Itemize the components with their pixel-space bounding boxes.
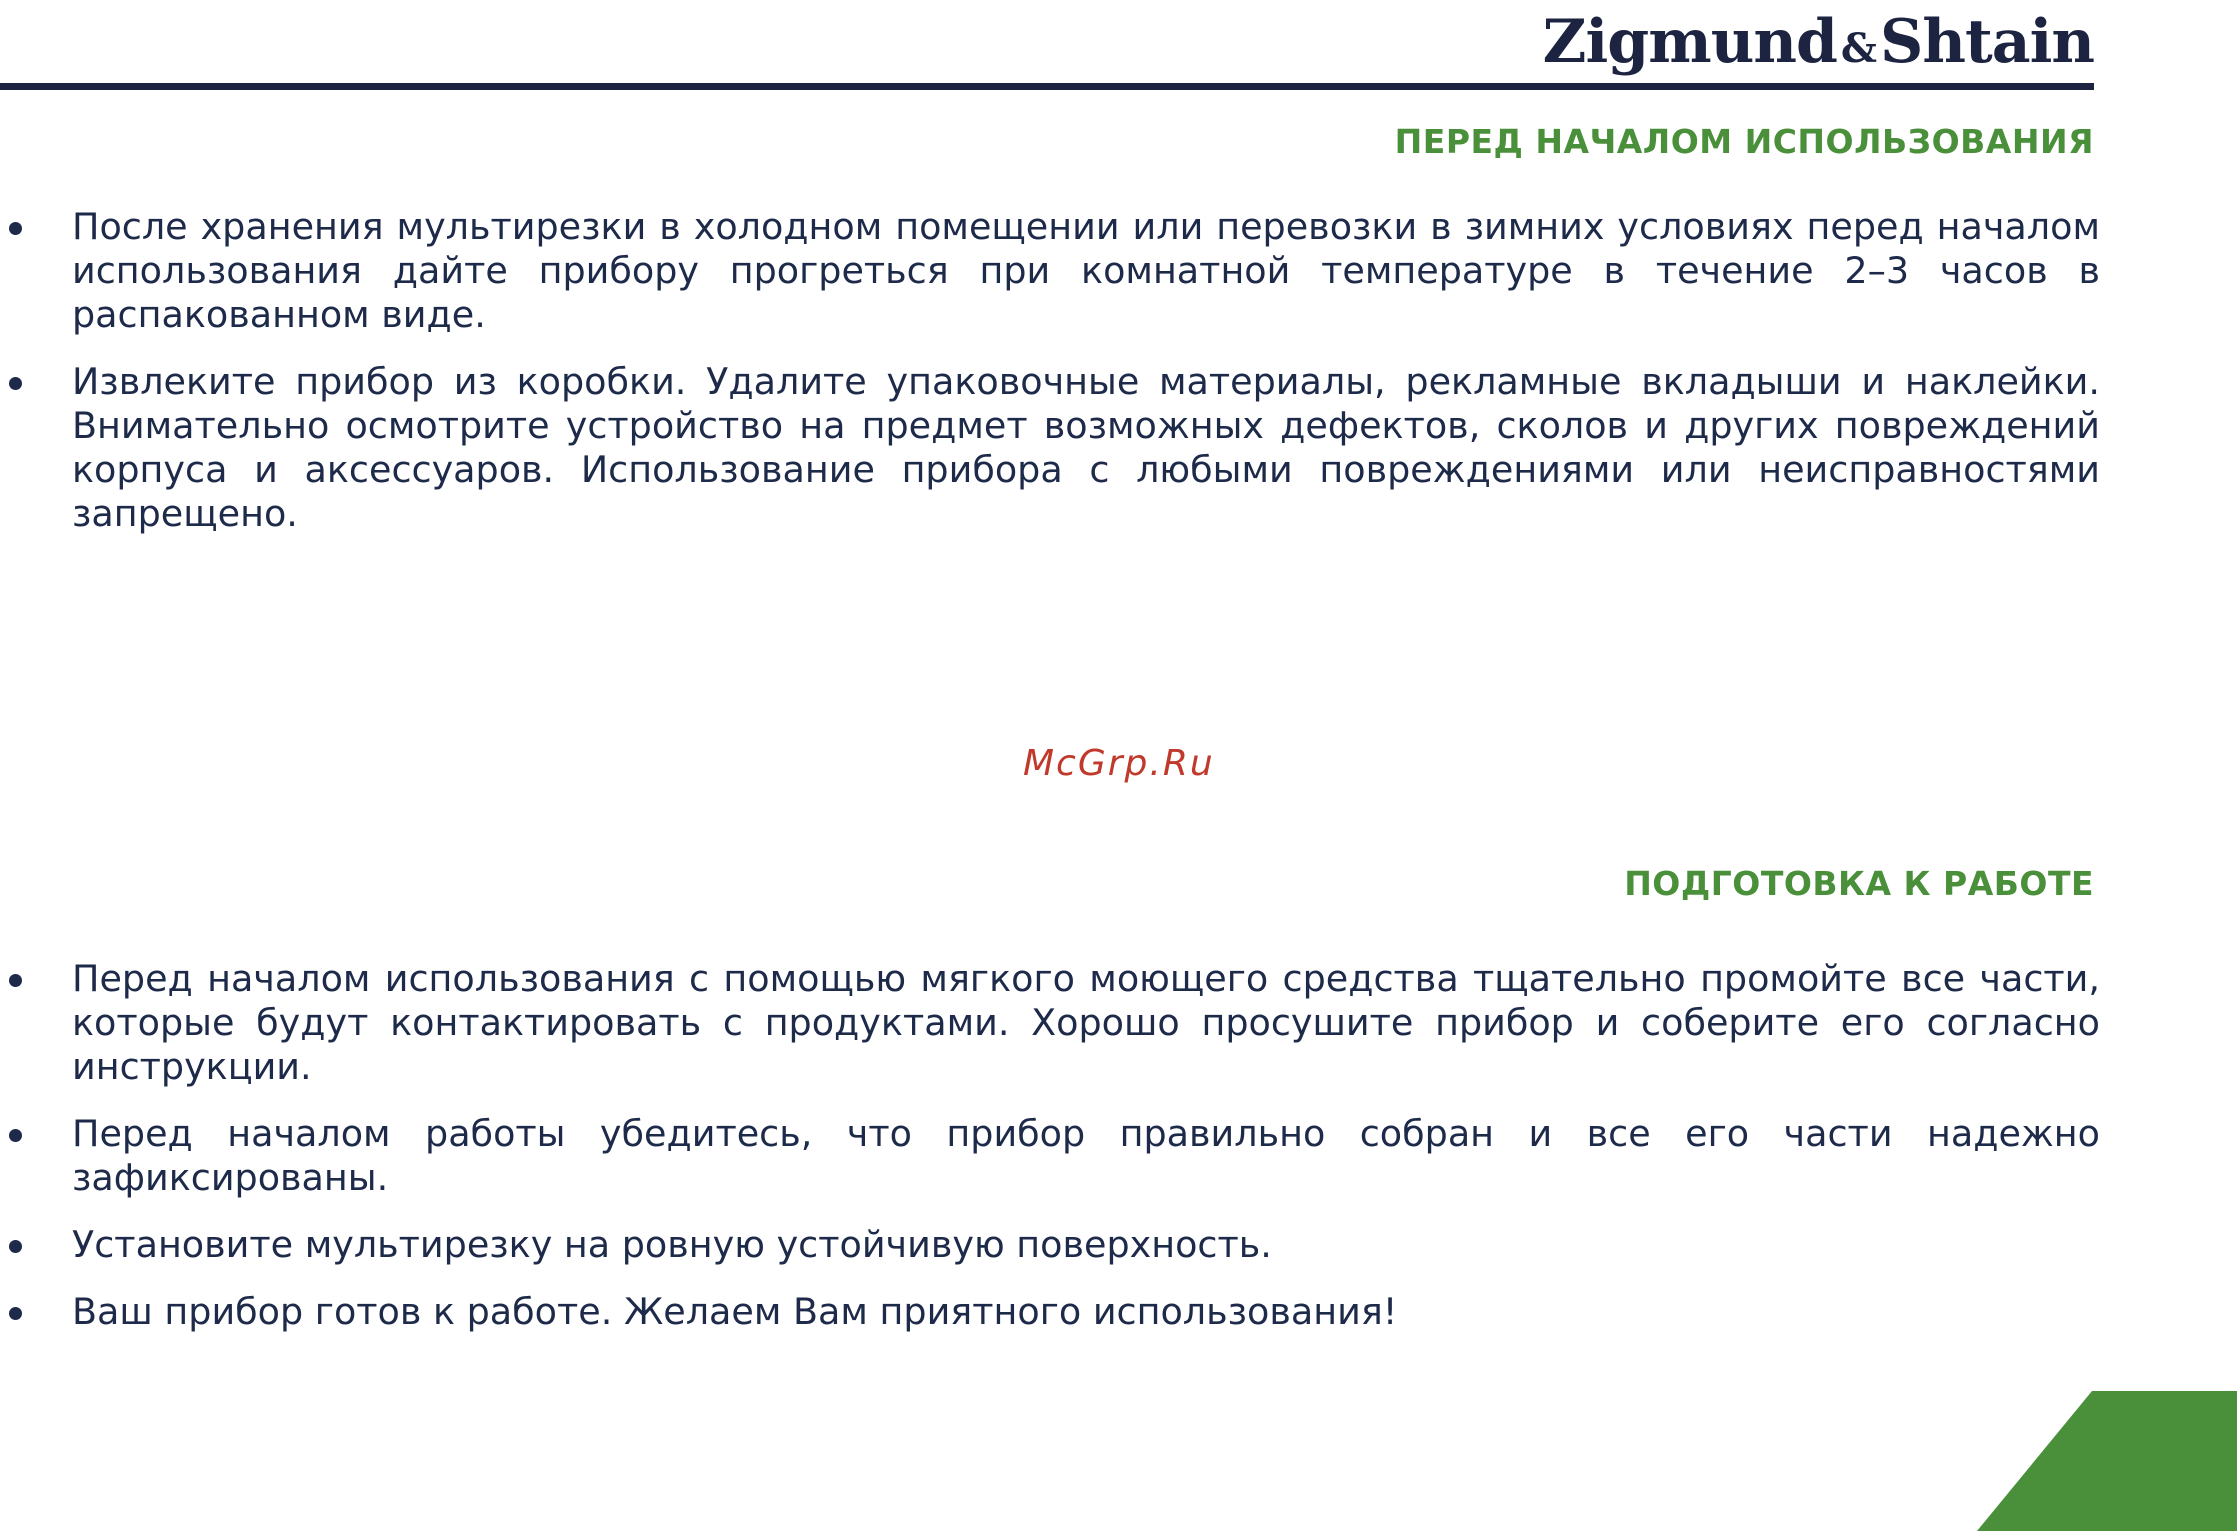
bullet-icon [9, 1307, 22, 1320]
brand-ampersand: & [1840, 25, 1877, 72]
list-item-text: Перед началом использования с помощью мягкого моющего средства тщательно промойте все части, которые будут контактировать с продуктами. Хорошо просушите прибор и соберите его согласно инструкции. [72, 957, 2100, 1088]
brand-logo [1543, 2, 2094, 89]
list-item [0, 957, 2100, 1089]
list-item [0, 1112, 2100, 1200]
list-item-text: После хранения мультирезки в холодном помещении или перевозки в зимних условиях перед началом использования дайте прибору прогреться при комнатной температуре в течение 2–3 часов в распакованном виде. [72, 205, 2100, 336]
bullet-icon [9, 1129, 22, 1142]
brand-name-left: Zigmund [1542, 7, 1837, 77]
preparation-list [0, 957, 2100, 1357]
list-item-text: Извлеките прибор из коробки. Удалите упаковочные материалы, рекламные вкладыши и наклейки. Внимательно осмотрите устройство на предмет возможных дефектов, сколов и других повреждений корпуса и аксессуаров. Использование прибора с любыми повреждениями или неисправностями запрещено. [72, 360, 2100, 535]
bullet-icon [9, 377, 22, 390]
section-heading-preparation: ПОДГОТОВКА К РАБОТЕ [1624, 864, 2094, 903]
bullet-icon [9, 1240, 22, 1253]
before-use-list [0, 205, 2100, 559]
section-heading-before-use: ПЕРЕД НАЧАЛОМ ИСПОЛЬЗОВАНИЯ [1394, 122, 2094, 161]
corner-decoration [1977, 1391, 2237, 1531]
list-item [0, 1290, 2100, 1334]
bullet-icon [9, 222, 22, 235]
list-item [0, 205, 2100, 337]
list-item-text: Установите мультирезку на ровную устойчивую поверхность. [72, 1223, 1272, 1266]
bullet-icon [9, 974, 22, 987]
corner-triangle [1977, 1391, 2237, 1531]
list-item [0, 360, 2100, 536]
list-item-text: Ваш прибор готов к работе. Желаем Вам приятного использования! [72, 1290, 1398, 1333]
list-item [0, 1223, 2100, 1267]
watermark: McGrp.Ru [1023, 743, 1215, 784]
brand-name-right: Shtain [1880, 7, 2094, 77]
list-item-text: Перед началом работы убедитесь, что прибор правильно собран и все его части надежно зафиксированы. [72, 1112, 2100, 1199]
header-rule [0, 83, 2094, 90]
